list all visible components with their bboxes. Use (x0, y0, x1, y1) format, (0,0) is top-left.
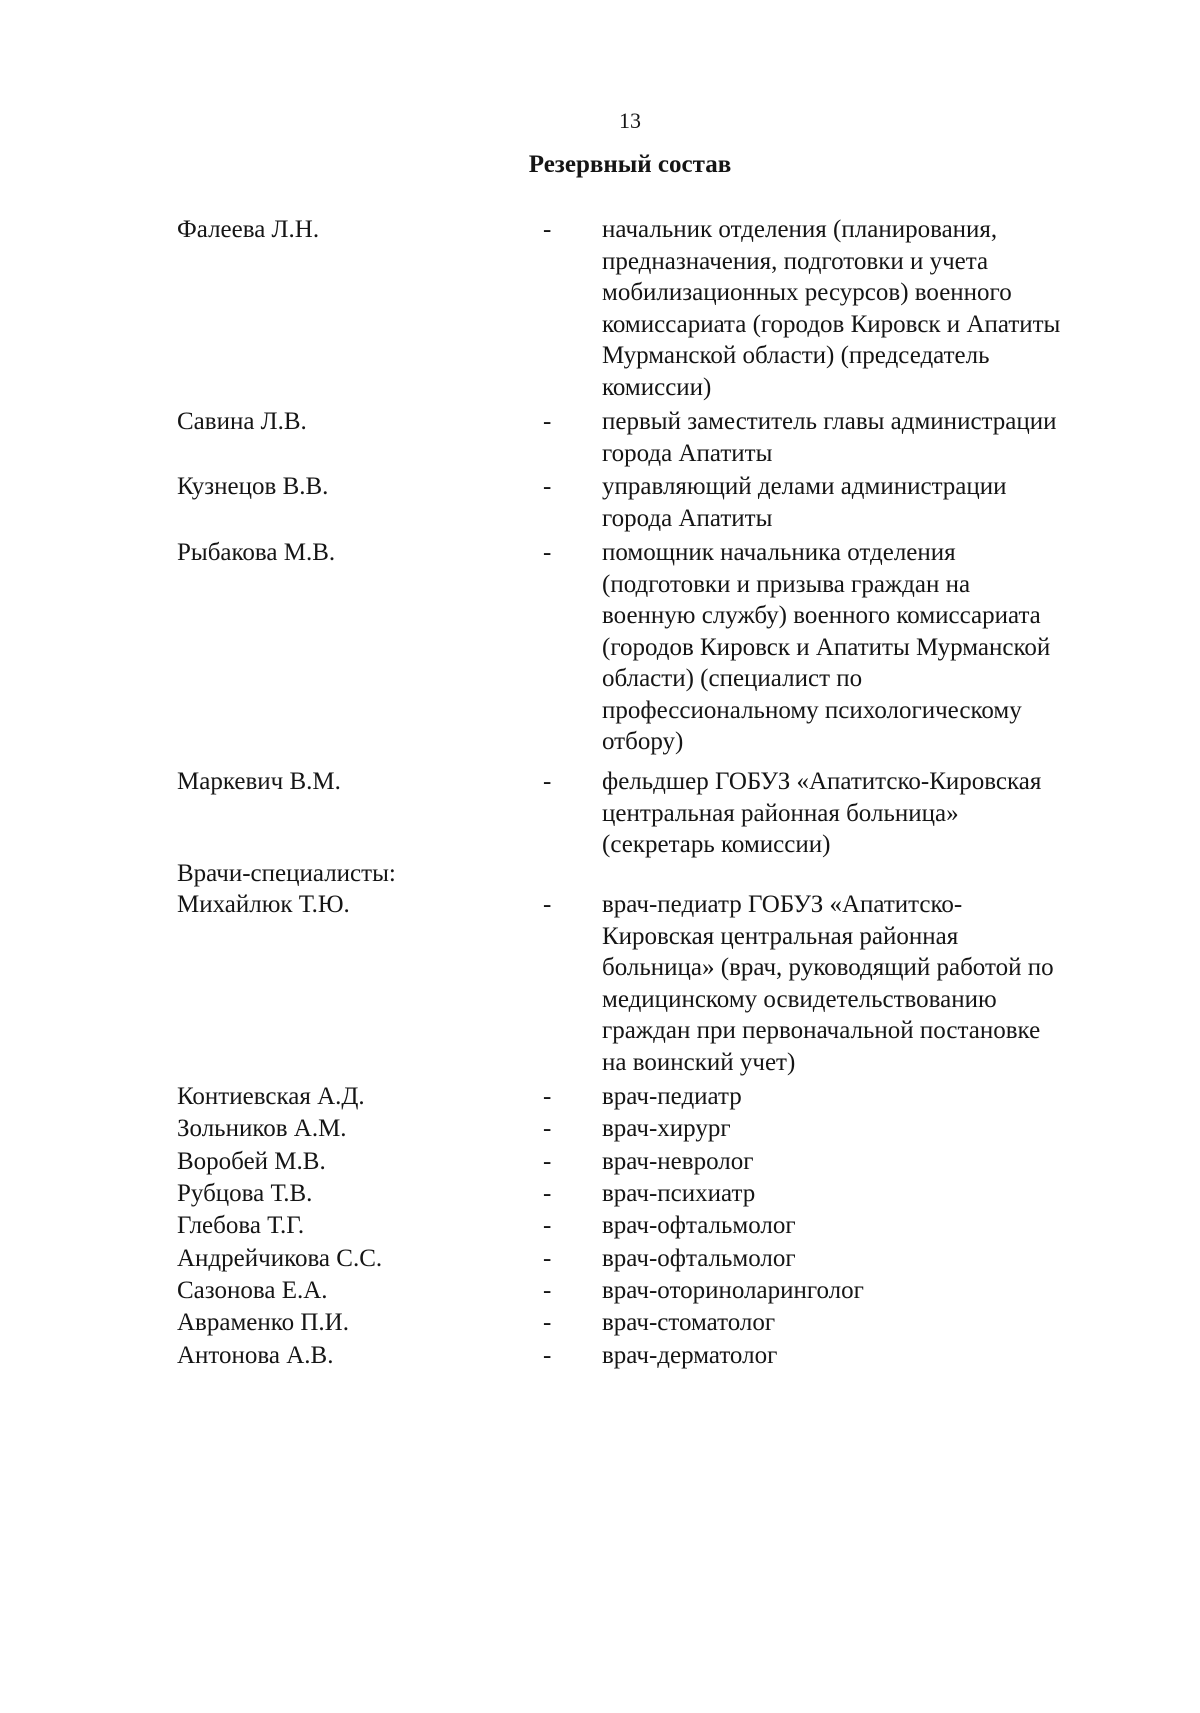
position-description (602, 1275, 1122, 1307)
person-name: Рубцова Т.В. (177, 1180, 313, 1207)
person-name: Зольников А.М. (177, 1115, 347, 1142)
dash-separator: - (543, 1342, 552, 1369)
dash-separator: - (543, 1277, 552, 1304)
dash-separator: - (543, 1180, 552, 1207)
description-line: (городов Кировск и Апатиты Мурманской (602, 633, 1051, 661)
person-name: Сазонова Е.А. (177, 1277, 328, 1304)
description-line: Кировская центральная районная (602, 922, 959, 950)
description-line: врач-педиатр (602, 1083, 742, 1110)
person-name: Глебова Т.Г. (177, 1212, 305, 1239)
position-description (602, 1307, 1122, 1339)
description-line: профессиональному психологическому (602, 696, 1022, 724)
description-line: врач-педиатр ГОБУЗ «Апатитско- (602, 891, 963, 918)
dash-separator: - (543, 1245, 552, 1272)
dash-separator: - (543, 768, 552, 795)
description-line: военную службу) военного комиссариата (602, 602, 1041, 629)
description-line: города Апатиты (602, 504, 773, 532)
description-line: на воинский учет) (602, 1048, 796, 1076)
description-line: фельдшер ГОБУЗ «Апатитско-Кировская (602, 768, 1042, 795)
person-name: Антонова А.В. (177, 1342, 334, 1369)
person-name: Андрейчикова С.С. (177, 1245, 383, 1272)
person-name: Рыбакова М.В. (177, 539, 336, 566)
position-description (602, 1081, 1122, 1113)
description-line: города Апатиты (602, 439, 773, 467)
description-line: отбору) (602, 728, 684, 755)
page-number: 13 (619, 108, 641, 133)
description-line: врач-стоматолог (602, 1309, 776, 1336)
description-line: начальник отделения (планирования, (602, 216, 998, 243)
description-line: Мурманской области) (председатель (602, 342, 990, 369)
description-line: врач-оториноларинголог (602, 1277, 864, 1304)
person-name: Воробей М.В. (177, 1148, 326, 1175)
description-line: первый заместитель главы администрации (602, 408, 1057, 435)
position-description (602, 1210, 1122, 1242)
description-line: больница» (врач, руководящий работой по (602, 954, 1054, 981)
description-line: (секретарь комиссии) (602, 831, 831, 858)
description-line: управляющий делами администрации (602, 473, 1007, 500)
dash-separator: - (543, 1083, 552, 1110)
dash-separator: - (543, 473, 552, 500)
page-title: Резервный состав (528, 151, 732, 178)
person-name: Михайлюк Т.Ю. (177, 891, 350, 918)
position-description (602, 1113, 1122, 1145)
dash-separator: - (543, 1148, 552, 1175)
description-line: (подготовки и призыва граждан на (602, 570, 971, 598)
dash-separator: - (543, 891, 552, 918)
dash-separator: - (543, 1309, 552, 1336)
position-description (602, 1243, 1122, 1275)
dash-separator: - (543, 408, 552, 435)
dash-separator: - (543, 216, 552, 243)
description-line: комиссии) (602, 373, 712, 401)
description-line: врач-дерматолог (602, 1342, 778, 1369)
position-description (602, 1340, 1122, 1372)
person-name: Кузнецов В.В. (177, 473, 329, 500)
description-line: центральная районная больница» (602, 799, 959, 827)
description-line: врач-психиатр (602, 1180, 756, 1207)
person-name: Савина Л.В. (177, 408, 307, 435)
description-line: врач-хирург (602, 1115, 731, 1142)
description-line: области) (специалист по (602, 665, 863, 692)
position-description (602, 1178, 1122, 1210)
description-line: помощник начальника отделения (602, 539, 956, 566)
description-line: мобилизационных ресурсов) военного (602, 279, 1012, 306)
position-description (602, 1146, 1122, 1178)
dash-separator: - (543, 1115, 552, 1142)
description-line: врач-офтальмолог (602, 1245, 796, 1272)
position-description (602, 471, 1122, 534)
description-line: врач-невролог (602, 1148, 754, 1175)
person-name: Авраменко П.И. (177, 1309, 349, 1336)
person-name: Фалеева Л.Н. (177, 216, 320, 243)
section-label-specialists: Врачи-специалисты: (177, 860, 396, 887)
person-name: Маркевич В.М. (177, 768, 341, 795)
position-description (602, 889, 1122, 1078)
dash-separator: - (543, 539, 552, 566)
position-description (602, 406, 1122, 469)
position-description (602, 214, 1122, 403)
description-line: врач-офтальмолог (602, 1212, 796, 1239)
position-description (602, 537, 1122, 758)
description-line: комиссариата (городов Кировск и Апатиты (602, 310, 1061, 338)
dash-separator: - (543, 1212, 552, 1239)
description-line: предназначения, подготовки и учета (602, 247, 989, 275)
position-description (602, 766, 1122, 861)
person-name: Контиевская А.Д. (177, 1083, 365, 1110)
description-line: медицинскому освидетельствованию (602, 985, 997, 1013)
description-line: граждан при первоначальной постановке (602, 1017, 1041, 1044)
